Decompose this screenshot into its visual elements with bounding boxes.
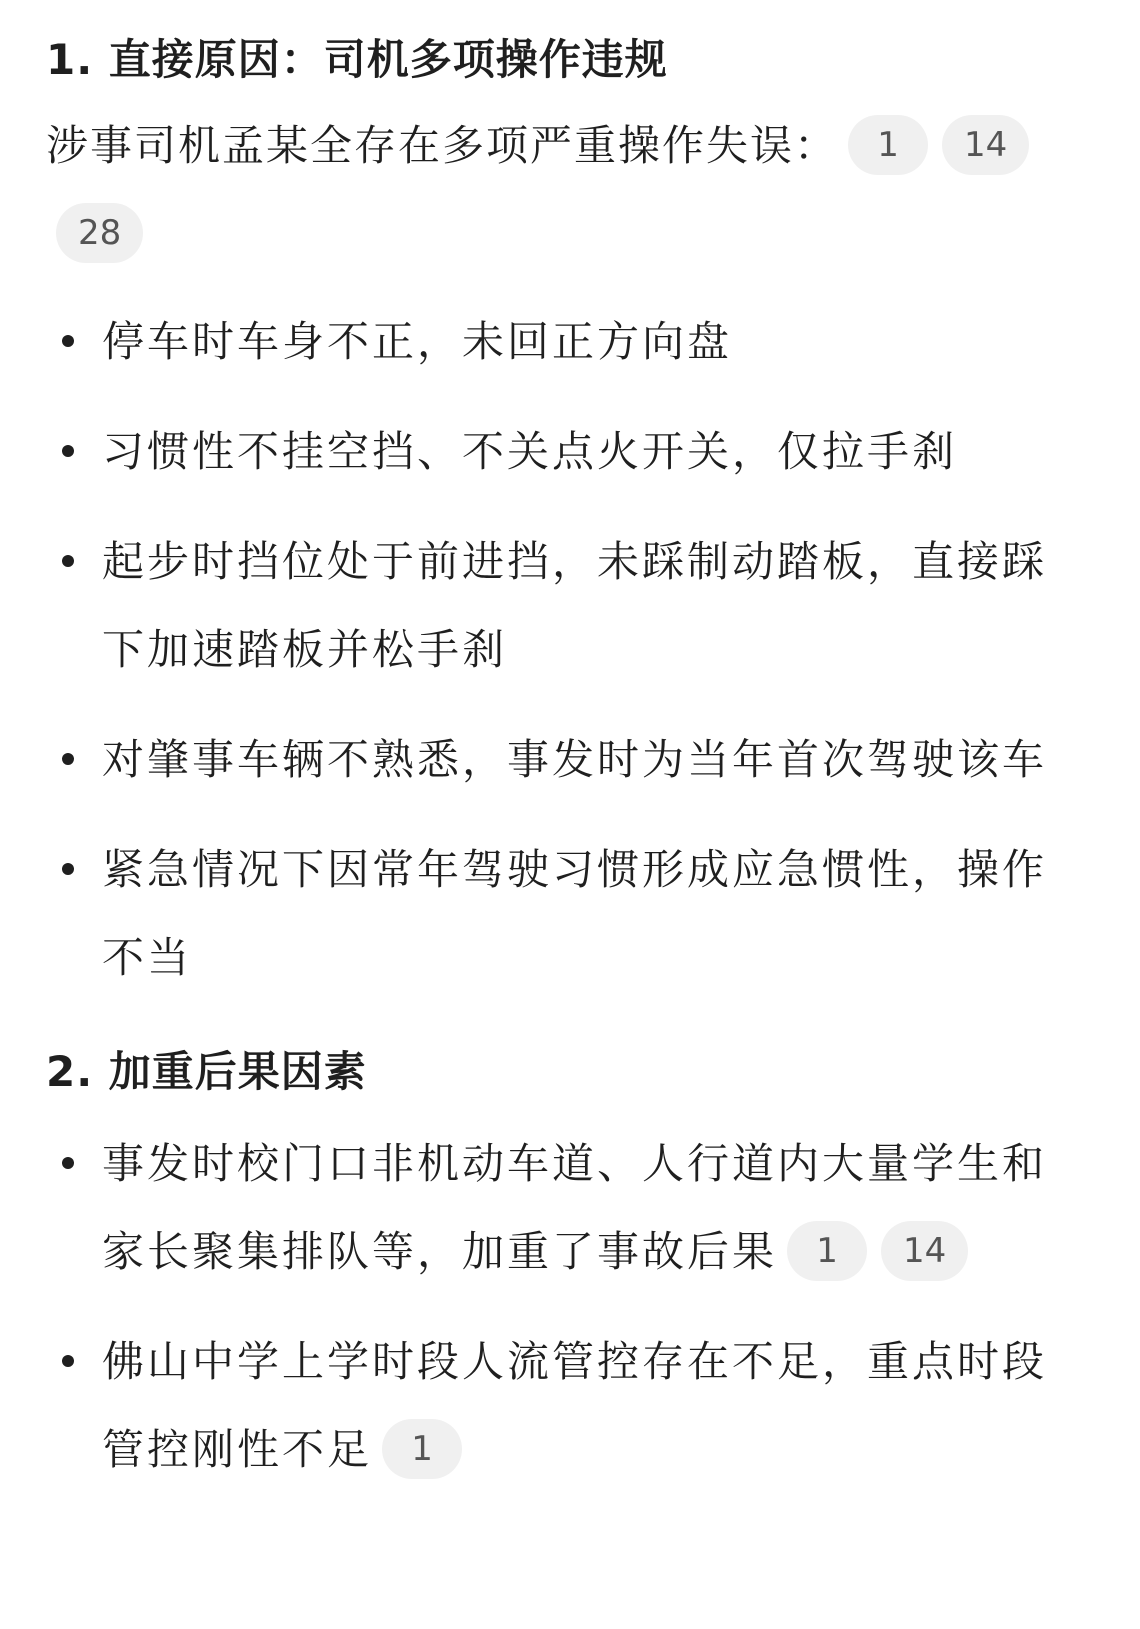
list-item [46, 298, 1080, 386]
bullet-dot-icon [62, 555, 74, 567]
list-item-text: 对肇事车辆不熟悉，事发时为当年首次驾驶该车 [102, 735, 1048, 784]
list-item [46, 716, 1080, 804]
list-item [46, 518, 1080, 694]
list-item-text: 习惯性不挂空挡、不关点火开关，仅拉手刹 [102, 427, 958, 476]
list-item-text: 起步时挡位处于前进挡，未踩制动踏板，直接踩下加速踏板并松手刹 [102, 537, 1048, 674]
list-item-text: 佛山中学上学时段人流管控存在不足，重点时段管控刚性不足 [102, 1337, 1048, 1474]
list-item [46, 826, 1080, 1002]
section-heading-aggravating-factors: 2. 加重后果因素 [46, 1047, 367, 1096]
citation-badge[interactable]: 28 [56, 203, 143, 263]
citation-badge[interactable]: 14 [942, 115, 1029, 175]
citation-badge[interactable]: 1 [848, 115, 928, 175]
aggravating-factors-list [46, 1120, 1080, 1494]
direct-cause-list [46, 298, 1080, 1002]
bullet-dot-icon [62, 445, 74, 457]
list-item [46, 1318, 1080, 1494]
bullet-dot-icon [62, 1157, 74, 1169]
citation-badge[interactable]: 1 [787, 1221, 867, 1281]
section-intro [46, 102, 1080, 278]
list-item [46, 1120, 1080, 1296]
list-item-text: 紧急情况下因常年驾驶习惯形成应急惯性，操作不当 [102, 845, 1048, 982]
section-heading-direct-cause: 1. 直接原因：司机多项操作违规 [46, 35, 668, 84]
bullet-dot-icon [62, 753, 74, 765]
list-item-text: 事发时校门口非机动车道、人行道内大量学生和家长聚集排队等，加重了事故后果 [102, 1139, 1048, 1276]
citation-badge[interactable]: 1 [382, 1419, 462, 1479]
list-item-text: 停车时车身不正，未回正方向盘 [102, 317, 733, 366]
intro-text: 涉事司机孟某全存在多项严重操作失误： [46, 121, 839, 170]
citation-badge[interactable]: 14 [881, 1221, 968, 1281]
bullet-dot-icon [62, 335, 74, 347]
bullet-dot-icon [62, 1355, 74, 1367]
bullet-dot-icon [62, 863, 74, 875]
list-item [46, 408, 1080, 496]
